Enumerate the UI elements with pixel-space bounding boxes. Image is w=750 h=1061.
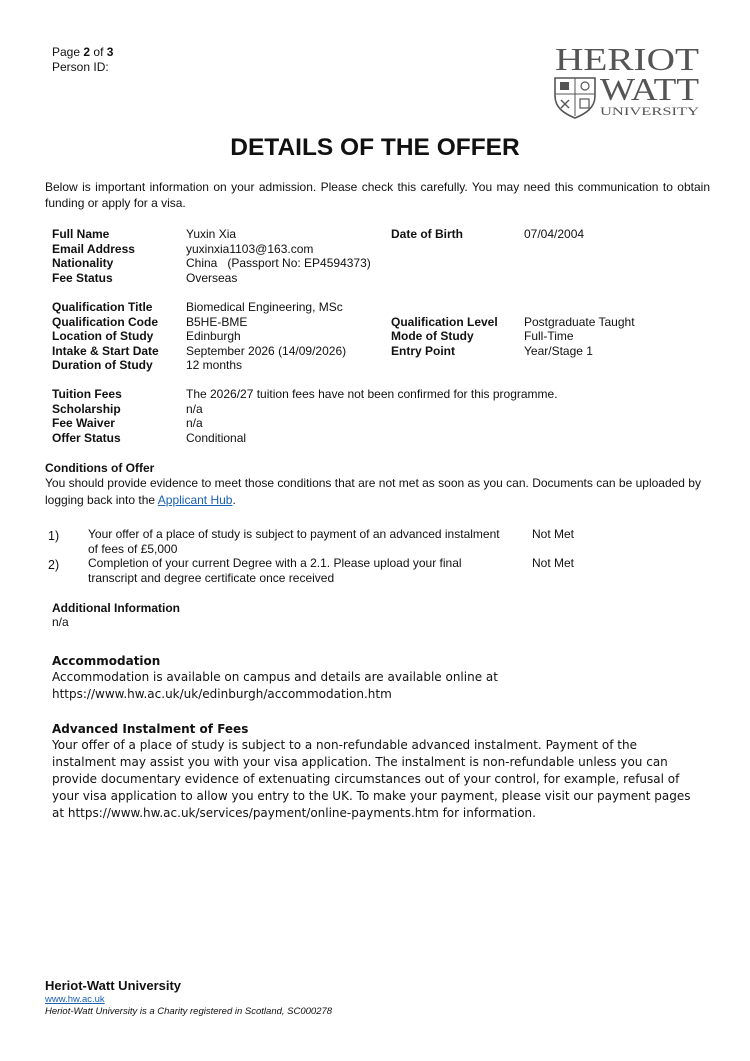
value-qualification-level: Postgraduate Taught <box>524 314 635 329</box>
personal-labels <box>52 227 187 285</box>
page-of: of <box>93 45 104 59</box>
value-intake: September 2026 (14/09/2026) <box>186 343 347 358</box>
value-scholarship: n/a <box>186 401 203 416</box>
qualification-right-values <box>524 315 724 359</box>
page-prefix: Page <box>52 45 81 59</box>
value-fee-waiver: n/a <box>186 416 203 430</box>
footer-website-link[interactable]: www.hw.ac.uk <box>45 994 105 1005</box>
applicant-hub-link[interactable]: Applicant Hub <box>157 493 233 507</box>
accommodation-body: Accommodation is available on campus and details are available online at https://www.hw.ac.uk/uk/edinburgh/accommodation.htm <box>52 670 498 701</box>
additional-info-value: n/a <box>52 615 69 629</box>
personal-values <box>186 227 391 285</box>
page-number <box>52 45 113 60</box>
logo-line-2: WATT <box>600 71 700 107</box>
footer-charity-note: Heriot-Watt University is a Charity registered in Scotland, SC000278 <box>45 1006 333 1017</box>
label-qualification-title: Qualification Title <box>52 300 153 314</box>
condition-2-status: Not Met <box>532 556 575 570</box>
label-scholarship: Scholarship <box>52 401 121 416</box>
label-mode-of-study: Mode of Study <box>391 329 474 343</box>
condition-1-number: 1) <box>48 529 60 543</box>
advanced-instalment-body: Your offer of a place of study is subject to a non-refundable advanced instalment. Payment of the instalment may assist you with your visa application. The instalment is non-refundable unless you can provide documentary evidence of extenuating circumstances out of your control, for example, refusal of your visa application to allow you entry to the UK. To make your payment, please visit our payment pages at https://www.hw.ac.uk/services/payment/online-payments.htm for information. <box>52 738 691 820</box>
value-tuition-fees: The 2026/27 tuition fees have not been confirmed for this programme. <box>186 387 558 401</box>
fee-labels <box>52 387 187 445</box>
label-email: Email Address <box>52 241 135 256</box>
logo-line-3: UNIVERSITY <box>600 104 700 118</box>
condition-2-text: Completion of your current Degree with a 2.1. Please upload your final transcript and degree certificate once received <box>88 556 462 585</box>
label-fee-status: Fee Status <box>52 270 113 285</box>
advanced-instalment-heading: Advanced Instalment of Fees <box>52 722 249 736</box>
qualification-labels <box>52 300 187 373</box>
label-fee-waiver: Fee Waiver <box>52 416 115 430</box>
label-duration: Duration of Study <box>52 358 153 372</box>
value-nationality: China (Passport No: EP4594373) <box>186 256 371 270</box>
label-qualification-level: Qualification Level <box>391 314 498 329</box>
label-dob: Date of Birth <box>391 227 463 241</box>
value-qualification-title: Biomedical Engineering, MSc <box>186 300 343 314</box>
condition-1-text: Your offer of a place of study is subject to payment of an advanced instalment of fees of £5,000 <box>88 527 500 556</box>
value-email: yuxinxia1103@163.com <box>186 241 314 256</box>
accommodation-heading: Accommodation <box>52 654 161 668</box>
label-offer-status: Offer Status <box>52 430 121 445</box>
page-current: 2 <box>83 45 91 59</box>
value-qualification-code: B5HE-BME <box>186 314 248 329</box>
conditions-desc-text: You should provide evidence to meet those conditions that are not met as soon as you can. Documents can be uploaded by logging back into the <box>45 476 701 507</box>
qualification-values <box>186 300 391 373</box>
label-full-name: Full Name <box>52 227 110 241</box>
value-full-name: Yuxin Xia <box>186 227 237 241</box>
intro-text: Below is important information on your admission. Please check this carefully. You may need this communication to obtain funding or apply for a visa. <box>45 180 710 210</box>
label-entry-point: Entry Point <box>391 343 456 358</box>
value-duration: 12 months <box>186 358 243 372</box>
value-fee-status: Overseas <box>186 270 238 285</box>
conditions-description <box>45 475 715 509</box>
page-total: 3 <box>106 45 114 59</box>
label-tuition-fees: Tuition Fees <box>52 387 122 401</box>
label-location: Location of Study <box>52 329 154 343</box>
condition-1-status: Not Met <box>532 527 575 541</box>
value-dob: 07/04/2004 <box>524 227 585 241</box>
page-header <box>52 45 113 75</box>
footer-title: Heriot-Watt University <box>45 978 182 993</box>
condition-2-number: 2) <box>48 558 60 572</box>
crest-icon <box>555 78 595 118</box>
label-qualification-code: Qualification Code <box>52 314 159 329</box>
value-location: Edinburgh <box>186 329 241 343</box>
value-entry-point: Year/Stage 1 <box>524 343 593 358</box>
heriot-watt-logo <box>552 40 702 120</box>
logo-line-1: HERIOT <box>555 41 700 77</box>
qualification-right-labels <box>391 315 526 359</box>
label-intake: Intake & Start Date <box>52 343 159 358</box>
conditions-desc-end: . <box>232 493 236 507</box>
additional-info-heading: Additional Information <box>52 601 180 615</box>
conditions-heading: Conditions of Offer <box>45 461 155 475</box>
label-nationality: Nationality <box>52 256 114 270</box>
value-offer-status: Conditional <box>186 430 247 445</box>
person-id-label: Person ID: <box>52 60 109 74</box>
value-mode-of-study: Full-Time <box>524 329 574 343</box>
page-title: DETAILS OF THE OFFER <box>230 134 520 161</box>
fee-values <box>186 387 686 445</box>
